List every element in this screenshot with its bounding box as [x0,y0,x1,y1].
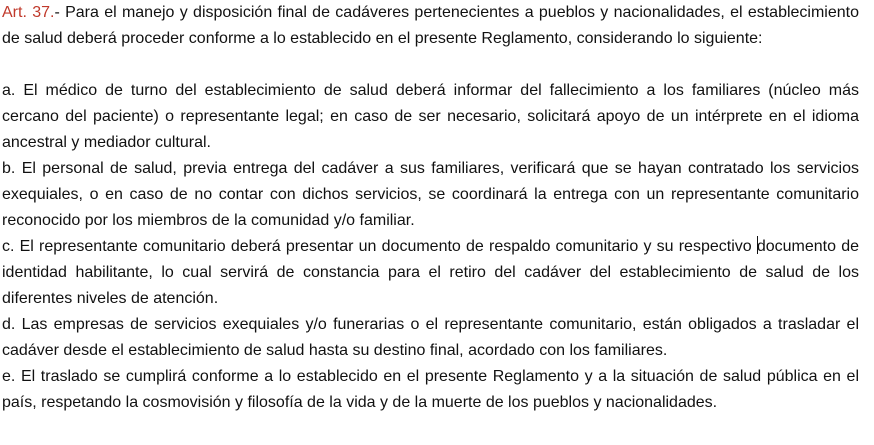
list-item-a: a. El médico de turno del establecimiento de salud deberá informar del fallecimiento a los familiares (núcleo más cercano del paciente) o representante legal; en caso de ser necesario, solicitará apoyo de un intérprete en el idioma ancestral y mediador cultural. [2,82,859,151]
list-item-c-part2: documento de identidad habilitante, lo cual servirá de constancia para el retiro del cadáver del establecimiento de salud de los diferentes niveles de atención. [2,238,859,307]
document-body [2,0,859,416]
article-intro: - Para el manejo y disposición final de cadáveres pertenecientes a pueblos y nacionalidades, el establecimiento de salud deberá proceder conforme a lo establecido en el presente Reglamento, considerando lo siguiente: [2,4,860,47]
article-paragraph [2,0,859,52]
list-item-b: b. El personal de salud, previa entrega del cadáver a sus familiares, verificará que se hayan contratado los servicios exequiales, o en caso de no contar con dichos servicios, se coordinará la entrega con un representante comunitario reconocido por los miembros de la comunidad y/o familiar. [2,160,859,229]
list-item-c [2,234,859,312]
article-label: Art. 37. [2,4,55,21]
list-item-e: e. El traslado se cumplirá conforme a lo establecido en el presente Reglamento y a la situación de salud pública en el país, respetando la cosmovisión y filosofía de la vida y de la muerte de los pueblos y nacionalidades. [2,368,859,411]
list-item-c-part1: c. El representante comunitario deberá presentar un documento de respaldo comunitario y su respectivo [2,238,757,255]
list-item-d: d. Las empresas de servicios exequiales y/o funerarias o el representante comunitario, están obligados a trasladar el cadáver desde el establecimiento de salud hasta su destino final, acordado con los familiares. [2,316,859,359]
